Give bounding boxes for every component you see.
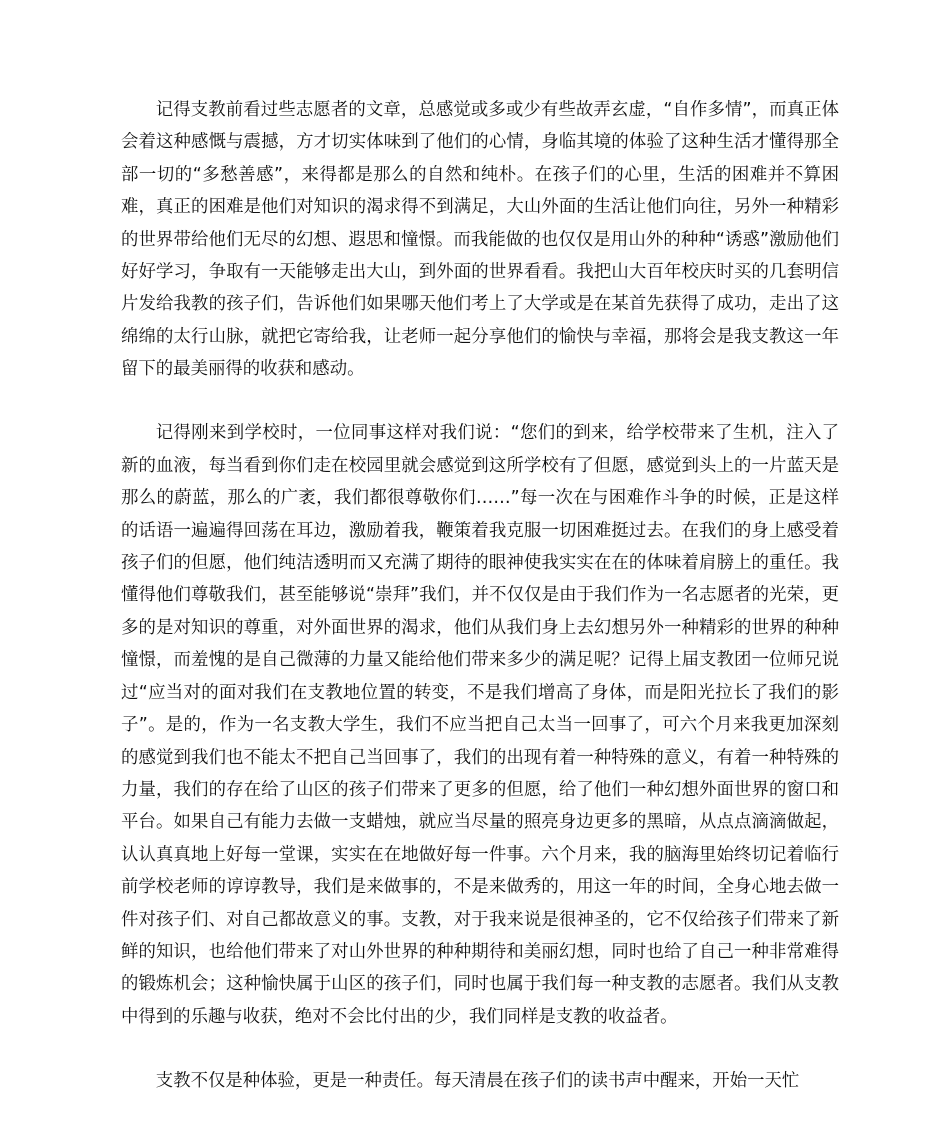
paragraph: 记得刚来到学校时，一位同事这样对我们说：“您们的到来，给学校带来了生机，注入了新的血液，每当看到你们走在校园里就会感觉到这所学校有了但愿，感觉到头上的一片蓝天是那么的蔚蓝，那么的广袤，我们都很尊敬你们……”每一次在与困难作斗争的时候，正是这样的话语一遍遍得回荡在耳边，激励着我，鞭策着我克服一切困难挺过去。在我们的身上感受着孩子们的但愿，他们纯洁透明而又充满了期待的眼神使我实实在在的体味着肩膀上的重任。我懂得他们尊敬我们，甚至能够说“崇拜”我们，并不仅仅是由于我们作为一名志愿者的光荣，更多的是对知识的尊重，对外面世界的渴求，他们从我们身上去幻想另外一种精彩的世界的种种憧憬，而羞愧的是自己微薄的力量又能给他们带来多少的满足呢？记得上届支教团一位师兄说过“应当对的面对我们在支教地位置的转变，不是我们增高了身体，而是阳光拉长了我们的影子”。是的，作为一名支教大学生，我们不应当把自己太当一回事了，可六个月来我更加深刻的感觉到我们也不能太不把自己当回事了，我们的出现有着一种特殊的意义，有着一种特殊的力量，我们的存在给了山区的孩子们带来了更多的但愿，给了他们一种幻想外面世界的窗口和平台。如果自己有能力去做一支蜡烛，就应当尽量的照亮身边更多的黑暗，从点点滴滴做起，认认真真地上好每一堂课，实实在在地做好每一件事。六个月来，我的脑海里始终切记着临行前学校老师的谆谆教导，我们是来做事的，不是来做秀的，用这一年的时间，全身心地去做一件对孩子们、对自己都故意义的事。支教，对于我来说是很神圣的，它不仅给孩子们带来了新鲜的知识，也给他们带来了对山外世界的种种期待和美丽幻想，同时也给了自己一种非常难得的锻炼机会；这种愉快属于山区的孩子们，同时也属于我们每一种支教的志愿者。我们从支教中得到的乐趣与收获，绝对不会比付出的少，我们同样是支教的收益者。 <box>121 423 839 1027</box>
paragraph: 支教不仅是种体验，更是一种责任。每天清晨在孩子们的读书声中醒来，开始一天忙 <box>155 1070 800 1091</box>
document-body <box>121 94 839 1097</box>
paragraph: 记得支教前看过些志愿者的文章，总感觉或多或少有些故弄玄虚，“自作多情”，而真正体会着这种感慨与震撼，方才切实体味到了他们的心情，身临其境的体验了这种生活才懂得那全部一切的“多愁善感”，来得都是那么的自然和纯朴。在孩子们的心里，生活的困难并不算困难，真正的困难是他们对知识的渴求得不到满足，大山外面的生活让他们向往，另外一种精彩的世界带给他们无尽的幻想、遐思和憧憬。而我能做的也仅仅是用山外的种种“诱惑”激励他们好好学习，争取有一天能够走出大山，到外面的世界看看。我把山大百年校庆时买的几套明信片发给我教的孩子们，告诉他们如果哪天他们考上了大学或是在某首先获得了成功，走出了这绵绵的太行山脉，就把它寄给我，让老师一起分享他们的愉快与幸福，那将会是我支教这一年留下的最美丽得的收获和感动。 <box>121 100 839 380</box>
